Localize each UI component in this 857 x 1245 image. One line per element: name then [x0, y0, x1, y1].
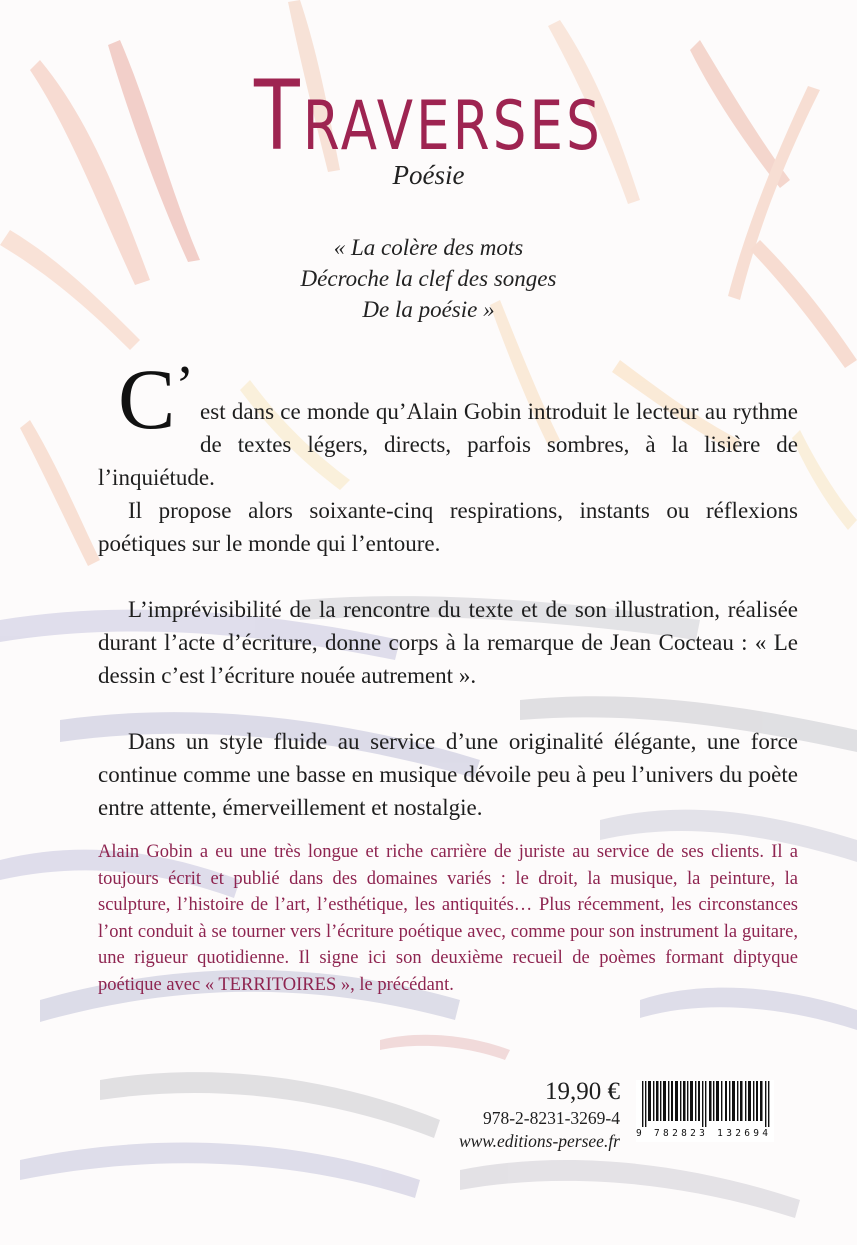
isbn: 978-2-8231-3269-4: [482, 1108, 620, 1128]
epigraph-line: « La colère des mots: [333, 235, 524, 260]
epigraph-line: De la poésie »: [362, 297, 495, 322]
price: 19,90 €: [545, 1078, 620, 1105]
genre-label: Poésie: [392, 160, 465, 190]
title-rest: RAVERSES: [302, 87, 603, 166]
isbn-barcode: [636, 1080, 774, 1142]
barcode-icon: [642, 1081, 770, 1127]
publisher-url[interactable]: www.editions-persee.fr: [458, 1131, 620, 1151]
author-bio: Alain Gobin a eu une très longue et riche carrière de juriste au service de ses clients. Il a toujours écrit et publié dans des domaines variés : le droit, la musique, la peinture, la sculpture, l’histoire de l’art, l’esthétique, les antiquités… Plus récemment, les circonstances l’ont conduit à se tourner vers l’écriture poétique avec, comme pour son instrument la guitare, une rigueur quotidienne. Il signe ici son deuxième recueil de poèmes formant diptyque poétique avec « TERRITOIRES », le précédant.: [98, 842, 798, 995]
barcode-digits: 9 782823 132694: [636, 1128, 772, 1139]
blurb: [98, 351, 798, 824]
drop-cap: C’: [118, 351, 195, 447]
blurb-paragraph-2: Il propose alors soixante-cinq respirations, instants ou réflexions poétiques sur le monde qui l’entoure.: [98, 498, 798, 556]
blurb-paragraph-3: L’imprévisibilité de la rencontre du texte et de son illustration, réalisée durant l’acte d’écriture, donne corps à la remarque de Jean Cocteau : « Le dessin c’est l’écriture nouée autrement ».: [98, 597, 798, 688]
epigraph-line: Décroche la clef des songes: [300, 266, 557, 291]
book-title: [94, 60, 762, 172]
epigraph: [0, 232, 857, 325]
blurb-paragraph-1: C’ est dans ce monde qu’Alain Gobin introduit le lecteur au rythme de textes légers, directs, parfois sombres, à la lisière de l’inquiétude.: [98, 351, 798, 490]
blurb-paragraph-4: Dans un style fluide au service d’une originalité élégante, une force continue comme une basse en musique dévoile peu à peu l’univers du poète entre attente, émerveillement et nostalgie.: [98, 729, 798, 820]
title-first-letter: T: [254, 60, 303, 172]
price-block: [459, 1078, 620, 1152]
